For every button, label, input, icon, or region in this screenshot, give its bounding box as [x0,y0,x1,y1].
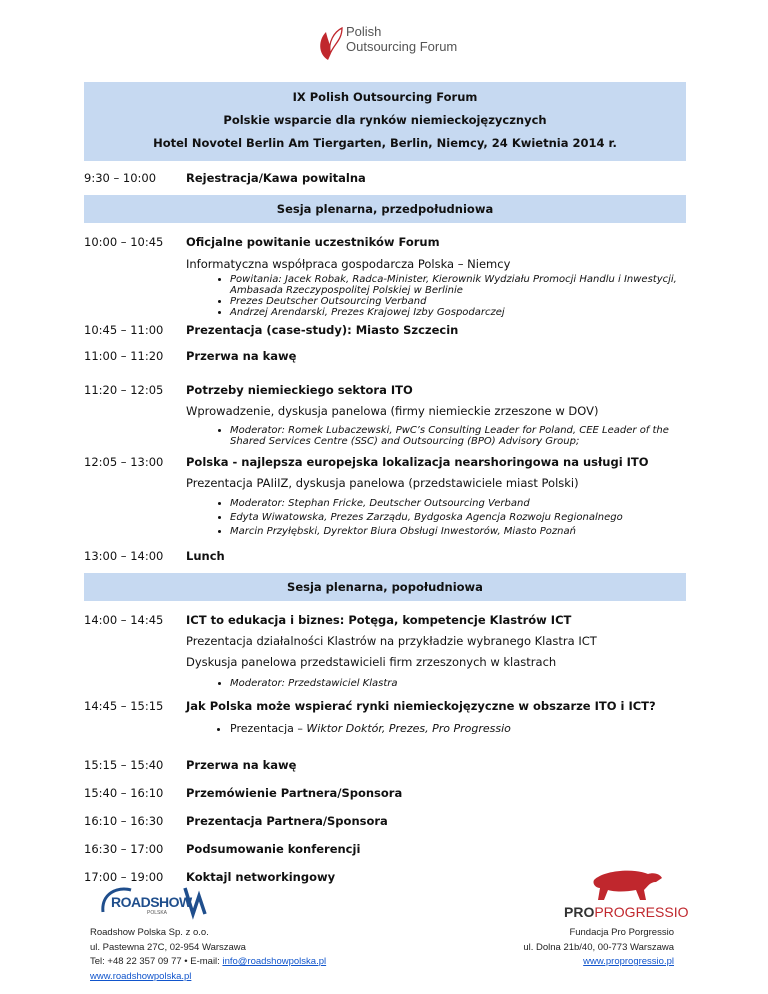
logo-line1: Polish [346,24,382,39]
row-title: Polska - najlepsza europejska lokalizacja nearshoringowa na usługi ITO [186,455,649,469]
agenda-row [84,447,686,545]
row-content [186,699,686,751]
row-time: 16:10 – 16:30 [84,814,164,828]
event-subtitle: Polskie wsparcie dla rynków niemieckojęzycznych [223,113,547,127]
agenda-row [84,697,686,751]
event-venue: Hotel Novotel Berlin Am Tiergarten, Berlin, Niemcy, 24 Kwietnia 2014 r. [153,136,617,150]
row-title: Przerwa na kawę [186,348,297,363]
row-time: 10:00 – 10:45 [84,235,164,249]
footer-left [90,926,326,984]
row-time: 15:15 – 15:40 [84,758,164,772]
company-web [90,970,326,985]
logo-line2: Outsourcing Forum [346,39,458,54]
row-subtitle: Wprowadzenie, dyskusja panelowa (firmy niemieckie zrzeszone w DOV) [186,404,599,418]
logo-progressio: PROGRESSIO [594,904,689,920]
agenda-row [84,342,686,369]
agenda-row [84,545,686,567]
list-item: • Moderator: Romek Lubaczewski, PwC’s Consulting Leader for Poland, CEE Leader of the Shared Services Centre (SSC) and Outsourcing (BPO) Advisory Group; [230,425,686,447]
row-content [186,455,686,545]
agenda-row [84,779,686,807]
list-item: • Powitania: Jacek Robak, Radca-Minister, Kierownik Wydziału Promocji Handlu i Inwestycji, Ambasada Rzeczypospolitej Polskiej w Berlinie [230,274,686,296]
row-title: Koktajl networkingowy [186,870,336,884]
foundation-web [523,955,674,970]
row-title: ICT to edukacja i biznes: Potęga, kompetencje Klastrów ICT [186,613,572,627]
title-block [84,82,686,161]
row-time: 17:00 – 19:00 [84,870,164,884]
row-time: 16:30 – 17:00 [84,842,164,856]
pro-progressio-wordmark [564,904,688,920]
row-time: 13:00 – 14:00 [84,549,164,563]
session-band: Sesja plenarna, przedpołudniowa [84,195,686,223]
row-time: 9:30 – 10:00 [84,171,157,185]
email-link[interactable]: info@roadshowpolska.pl [222,956,327,967]
foundation-name: Fundacja Pro Porgressio [569,927,674,938]
row-content [186,235,686,318]
row-subtitle: Dyskusja panelowa przedstawicieli firm zrzeszonych w klastrach [186,655,557,669]
row-title: Przerwa na kawę [186,758,297,772]
roadshow-logo-text: ROADSHOW [111,894,192,910]
row-time: 14:00 – 14:45 [84,613,164,627]
website-link[interactable]: www.proprogressio.pl [583,956,674,967]
row-title: Lunch [186,549,225,563]
row-title: Jak Polska może wspierać rynki niemieckojęzyczne w obszarze ITO i ICT? [186,699,656,713]
agenda-row [84,369,686,447]
row-title: Prezentacja (case-study): Miasto Szczecin [186,322,459,337]
agenda-row [84,161,686,195]
row-title: Przemówienie Partnera/Sponsora [186,786,403,800]
footer-right [523,926,674,970]
row-title: Rejestracja/Kawa powitalna [186,171,366,185]
tiger-logo-icon [564,862,674,906]
agenda-row [84,835,686,863]
row-time: 12:05 – 13:00 [84,455,164,469]
row-time: 15:40 – 16:10 [84,786,164,800]
foundation-address: ul. Dolna 21b/40, 00-773 Warszawa [523,941,674,953]
leaf-logo-icon [316,24,344,64]
row-content [186,613,686,697]
list-item: • Moderator: Przedstawiciel Klastra [230,678,686,689]
row-time: 11:20 – 12:05 [84,383,164,397]
row-time: 14:45 – 15:15 [84,699,164,713]
agenda-row [84,223,686,318]
polish-outsourcing-forum-logo [316,22,466,66]
row-time: 11:00 – 11:20 [84,348,164,363]
bullet-list [186,425,686,447]
logo-pro: PRO [564,904,595,920]
row-title: Podsumowanie konferencji [186,842,361,856]
bullet-list [186,274,686,318]
agenda-row [84,807,686,835]
event-title: IX Polish Outsourcing Forum [292,90,478,104]
logo-text [346,24,457,54]
list-item: • Marcin Przyłębski, Dyrektor Biura Obsługi Inwestorów, Miasto Poznań [230,525,686,539]
roadshow-logo [97,882,207,922]
row-title: Oficjalne powitanie uczestników Forum [186,235,440,249]
row-title: Potrzeby niemieckiego sektora ITO [186,383,413,397]
agenda-table [84,82,686,891]
row-content [186,383,686,447]
website-link[interactable]: www.roadshowpolska.pl [90,970,192,982]
row-subtitle: Prezentacja PAIiIZ, dyskusja panelowa (przedstawiciele miast Polski) [186,476,579,490]
list-item: • Andrzej Arendarski, Prezes Krajowej Izby Gospodarczej [230,307,686,318]
bullet-list [186,497,686,539]
list-item-speaker: Wiktor Doktór, Prezes, Pro Progressio [306,722,511,735]
bullet-list [186,723,686,734]
list-item-prefix: Prezentacja – [230,722,307,735]
row-time: 10:45 – 11:00 [84,322,164,337]
contact-phone: Tel: +48 22 357 09 77 • E-mail: [90,956,223,967]
company-contact [90,955,326,970]
list-item: • Edyta Wiwatowska, Prezes Zarządu, Bydgoska Agencja Rozwoju Regionalnego [230,511,686,525]
list-item: • Moderator: Stephan Fricke, Deutscher Outsourcing Verband [230,497,686,511]
list-item [230,723,686,734]
list-item: • Prezes Deutscher Outsourcing Verband [230,296,686,307]
row-title: Prezentacja Partnera/Sponsora [186,814,388,828]
agenda-row [84,751,686,779]
company-address: ul. Pastewna 27C, 02-954 Warszawa [90,941,246,953]
company-name: Roadshow Polska Sp. z o.o. [90,927,209,938]
agenda-row [84,601,686,697]
roadshow-logo-sub: POLSKA [147,910,168,916]
pro-progressio-logo [564,862,689,922]
row-subtitle: Prezentacja działalności Klastrów na przykładzie wybranego Klastra ICT [186,634,597,648]
row-subtitle: Informatyczna współpraca gospodarcza Polska – Niemcy [186,257,511,271]
bullet-list [186,678,686,689]
session-band: Sesja plenarna, popołudniowa [84,573,686,601]
